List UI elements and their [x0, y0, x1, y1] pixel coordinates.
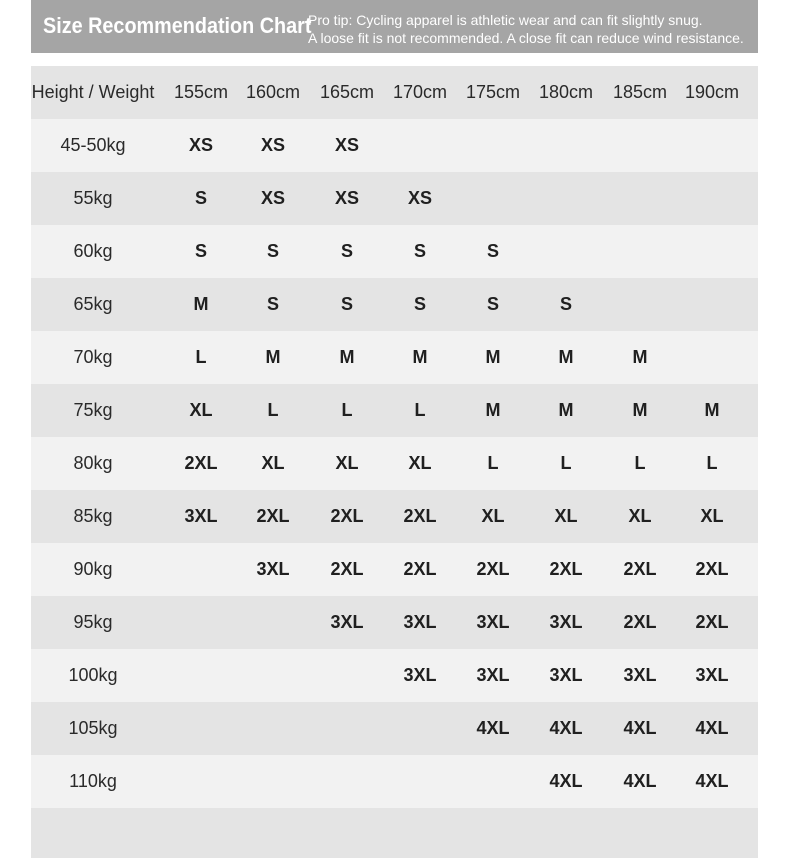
size-cell: [237, 702, 309, 755]
size-cell: XS: [260, 188, 285, 208]
weight-label: 65kg: [73, 294, 113, 314]
size-cell: L: [267, 400, 279, 420]
size-cell: XS: [188, 135, 213, 155]
weight-label: 95kg: [73, 612, 113, 632]
corner-label: Height / Weight: [31, 82, 155, 102]
page-title: Size Recommendation Chart: [43, 13, 312, 38]
height-header: 175cm: [465, 82, 521, 102]
size-cell: XL: [261, 453, 285, 473]
size-cell: 3XL: [549, 612, 583, 632]
size-cell: 3XL: [256, 559, 290, 579]
weight-label: 70kg: [73, 347, 113, 367]
size-cell: [237, 596, 309, 649]
size-cell: XL: [335, 453, 359, 473]
size-cell: [384, 702, 456, 755]
size-cell: [165, 649, 237, 702]
size-cell: S: [194, 188, 207, 208]
size-cell: 4XL: [476, 718, 510, 738]
size-cell: 3XL: [403, 665, 437, 685]
size-cell: [676, 119, 748, 172]
pro-tip: [308, 11, 744, 47]
size-cell: 4XL: [695, 771, 729, 791]
size-cell: XS: [334, 188, 359, 208]
size-cell: L: [487, 453, 499, 473]
size-cell: [457, 172, 529, 225]
size-cell: XL: [700, 506, 724, 526]
size-cell: [676, 331, 748, 384]
size-cell: S: [486, 294, 499, 314]
size-cell: L: [706, 453, 718, 473]
size-cell: [530, 172, 602, 225]
size-cell: M: [193, 294, 209, 314]
table-row: [31, 331, 758, 384]
size-cell: 3XL: [695, 665, 729, 685]
size-cell: [604, 278, 676, 331]
size-cell: [676, 172, 748, 225]
table-row: [31, 437, 758, 490]
size-cell: L: [341, 400, 353, 420]
weight-label: 75kg: [73, 400, 113, 420]
size-cell: [311, 702, 383, 755]
size-cell: [165, 755, 237, 808]
size-cell: XL: [481, 506, 505, 526]
weight-label: 45-50kg: [60, 135, 126, 155]
size-cell: 3XL: [623, 665, 657, 685]
size-cell: 4XL: [623, 718, 657, 738]
size-cell: [530, 119, 602, 172]
size-cell: L: [414, 400, 426, 420]
table-row: [31, 596, 758, 649]
size-cell: 2XL: [695, 559, 729, 579]
weight-label: 85kg: [73, 506, 113, 526]
size-cell: 2XL: [256, 506, 290, 526]
size-cell: 2XL: [695, 612, 729, 632]
size-cell: 3XL: [184, 506, 218, 526]
height-header: 165cm: [319, 82, 375, 102]
height-header: 180cm: [538, 82, 594, 102]
size-cell: M: [485, 400, 501, 420]
size-cell: 3XL: [476, 612, 510, 632]
size-cell: M: [485, 347, 501, 367]
table-row: [31, 702, 758, 755]
size-cell: 2XL: [403, 559, 437, 579]
size-cell: 3XL: [403, 612, 437, 632]
height-header: 160cm: [245, 82, 301, 102]
size-cell: [165, 543, 237, 596]
height-header: 190cm: [684, 82, 740, 102]
table-row: [31, 225, 758, 278]
size-cell: S: [266, 294, 279, 314]
table-row: [31, 755, 758, 808]
pro-tip-line-1: Pro tip: Cycling apparel is athletic wear and can fit slightly snug.: [308, 12, 703, 28]
size-cell: S: [340, 241, 353, 261]
table-header-row: [31, 66, 758, 119]
pro-tip-line-2: A loose fit is not recommended. A close fit can reduce wind resistance.: [308, 30, 744, 46]
size-cell: M: [339, 347, 355, 367]
size-cell: 2XL: [476, 559, 510, 579]
size-cell: [604, 119, 676, 172]
size-cell: 2XL: [330, 559, 364, 579]
size-cell: 2XL: [403, 506, 437, 526]
size-cell: 2XL: [623, 612, 657, 632]
size-cell: [311, 755, 383, 808]
size-cell: 4XL: [623, 771, 657, 791]
height-header: 185cm: [612, 82, 668, 102]
size-cell: XS: [260, 135, 285, 155]
size-cell: [604, 225, 676, 278]
size-cell: [165, 702, 237, 755]
height-header: 170cm: [392, 82, 448, 102]
size-cell: [384, 119, 456, 172]
table-row: [31, 384, 758, 437]
chart-header: [31, 0, 758, 53]
size-table: [31, 66, 758, 858]
table-row: [31, 649, 758, 702]
table-footer-row: [31, 808, 758, 858]
size-cell: [311, 649, 383, 702]
size-cell: [384, 755, 456, 808]
table-row: [31, 278, 758, 331]
size-cell: M: [632, 347, 648, 367]
size-cell: 2XL: [330, 506, 364, 526]
weight-label: 100kg: [68, 665, 118, 685]
height-header: 155cm: [173, 82, 229, 102]
size-cell: XS: [334, 135, 359, 155]
size-cell: 2XL: [184, 453, 218, 473]
weight-label: 90kg: [73, 559, 113, 579]
size-cell: [530, 225, 602, 278]
weight-label: 60kg: [73, 241, 113, 261]
size-cell: [676, 278, 748, 331]
size-cell: S: [413, 241, 426, 261]
size-cell: XL: [628, 506, 652, 526]
size-cell: L: [560, 453, 572, 473]
size-cell: 4XL: [695, 718, 729, 738]
weight-label: 110kg: [69, 771, 117, 791]
size-cell: M: [632, 400, 648, 420]
table-row: [31, 119, 758, 172]
size-cell: XL: [554, 506, 578, 526]
size-cell: 2XL: [549, 559, 583, 579]
size-cell: S: [266, 241, 279, 261]
size-cell: 4XL: [549, 771, 583, 791]
size-cell: S: [194, 241, 207, 261]
size-cell: M: [412, 347, 428, 367]
size-cell: L: [634, 453, 646, 473]
size-cell: S: [340, 294, 353, 314]
size-cell: 4XL: [549, 718, 583, 738]
size-cell: XS: [407, 188, 432, 208]
size-cell: M: [558, 347, 574, 367]
size-cell: 2XL: [623, 559, 657, 579]
size-cell: [604, 172, 676, 225]
size-cell: 3XL: [476, 665, 510, 685]
size-cell: 3XL: [549, 665, 583, 685]
size-cell: XL: [408, 453, 432, 473]
size-cell: [457, 755, 529, 808]
size-cell: S: [486, 241, 499, 261]
weight-label: 80kg: [73, 453, 113, 473]
table-row: [31, 490, 758, 543]
size-cell: [165, 596, 237, 649]
size-cell: XL: [189, 400, 213, 420]
size-cell: [457, 119, 529, 172]
size-cell: S: [559, 294, 572, 314]
weight-label: 55kg: [73, 188, 113, 208]
size-cell: [676, 225, 748, 278]
weight-label: 105kg: [68, 718, 118, 738]
size-cell: 3XL: [330, 612, 364, 632]
size-cell: M: [558, 400, 574, 420]
size-cell: M: [704, 400, 720, 420]
table-row: [31, 172, 758, 225]
table-row: [31, 543, 758, 596]
size-cell: [237, 649, 309, 702]
size-cell: S: [413, 294, 426, 314]
size-cell: [237, 755, 309, 808]
size-cell: M: [265, 347, 281, 367]
size-cell: L: [195, 347, 207, 367]
